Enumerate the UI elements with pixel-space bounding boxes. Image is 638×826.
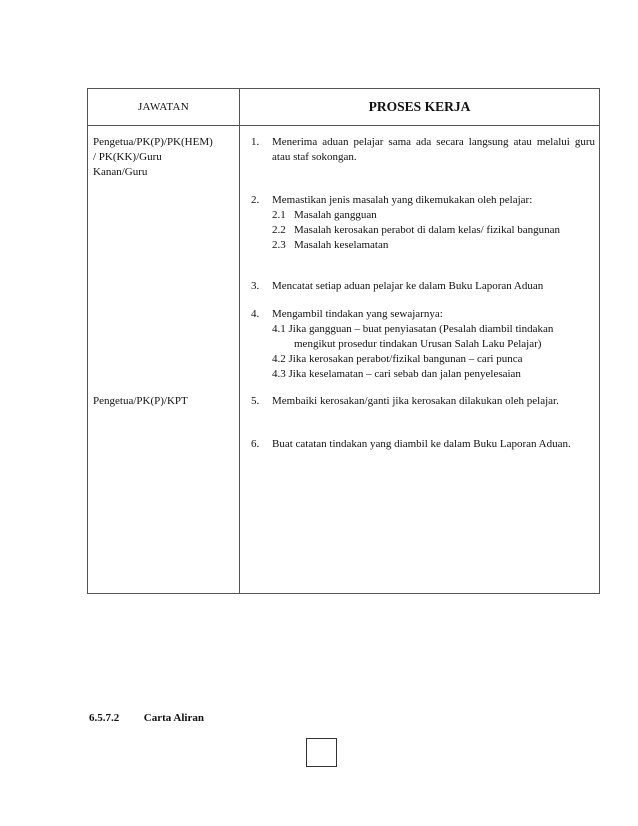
section-heading xyxy=(89,712,204,724)
role-line: Pengetua/PK(P)/PK(HEM) xyxy=(93,136,213,148)
step-text: Buat catatan tindakan yang diambil ke dalam Buku Laporan Aduan. xyxy=(272,438,571,450)
step-text: Mencatat setiap aduan pelajar ke dalam Buku Laporan Aduan xyxy=(272,280,544,292)
header-divider xyxy=(88,125,599,126)
role-cell-1 xyxy=(93,135,235,180)
role-line: Kanan/Guru xyxy=(93,166,148,178)
section-number: 6.5.7.2 xyxy=(89,712,120,724)
column-divider xyxy=(239,89,240,593)
step-6 xyxy=(251,437,595,452)
sub-text: Masalah kerosakan perabot di dalam kelas/ fizikal bangunan xyxy=(294,224,561,236)
sub-text-continued: mengikut prosedur tindakan Urusan Salah Laku Pelajar) xyxy=(294,338,542,350)
sub-number: 2.3 xyxy=(272,239,286,251)
role-cell-2 xyxy=(93,394,235,409)
step-5 xyxy=(251,394,595,409)
sub-number: 2.1 xyxy=(272,209,286,221)
sub-text: 4.2 Jika kerosakan perabot/fizikal bangunan – cari punca xyxy=(272,353,523,365)
sub-text: Masalah keselamatan xyxy=(294,239,389,251)
step-number: 4. xyxy=(251,308,260,320)
sub-text: 4.3 Jika keselamatan – cari sebab dan jalan penyelesaian xyxy=(272,368,521,380)
sub-item xyxy=(272,367,595,382)
sub-item xyxy=(272,352,595,367)
sub-text: 4.1 Jika gangguan – buat penyiasatan (Pesalah diambil tindakan xyxy=(272,323,554,335)
step-number: 2. xyxy=(251,194,260,206)
work-process-table xyxy=(87,88,600,594)
step-1 xyxy=(251,135,595,165)
sub-item xyxy=(272,322,595,352)
step-text: Mengambil tindakan yang sewajarnya: xyxy=(272,308,443,320)
step-number: 5. xyxy=(251,395,260,407)
sub-item xyxy=(272,223,595,238)
step-4 xyxy=(251,307,595,382)
step-text: Menerima aduan pelajar sama ada secara langsung atau melalui guru atau staf sokongan. xyxy=(272,136,595,163)
step-2 xyxy=(251,193,595,253)
header-proses-kerja: PROSES KERJA xyxy=(368,99,471,114)
role-line: / PK(KK)/Guru xyxy=(93,151,162,163)
step-number: 3. xyxy=(251,280,260,292)
step-text: Membaiki kerosakan/ganti jika kerosakan dilakukan oleh pelajar. xyxy=(272,395,559,407)
role-line: Pengetua/PK(P)/KPT xyxy=(93,395,188,407)
page-number-box xyxy=(306,738,337,767)
step-number: 6. xyxy=(251,438,260,450)
step-3 xyxy=(251,279,595,294)
step-text: Memastikan jenis masalah yang dikemukakan oleh pelajar: xyxy=(272,194,533,206)
sub-item xyxy=(272,238,595,253)
header-jawatan: JAWATAN xyxy=(137,101,190,113)
section-title: Carta Aliran xyxy=(143,712,204,724)
sub-text: Masalah gangguan xyxy=(294,209,377,221)
sub-number: 2.2 xyxy=(272,224,286,236)
sub-item xyxy=(272,208,595,223)
step-number: 1. xyxy=(251,136,260,148)
